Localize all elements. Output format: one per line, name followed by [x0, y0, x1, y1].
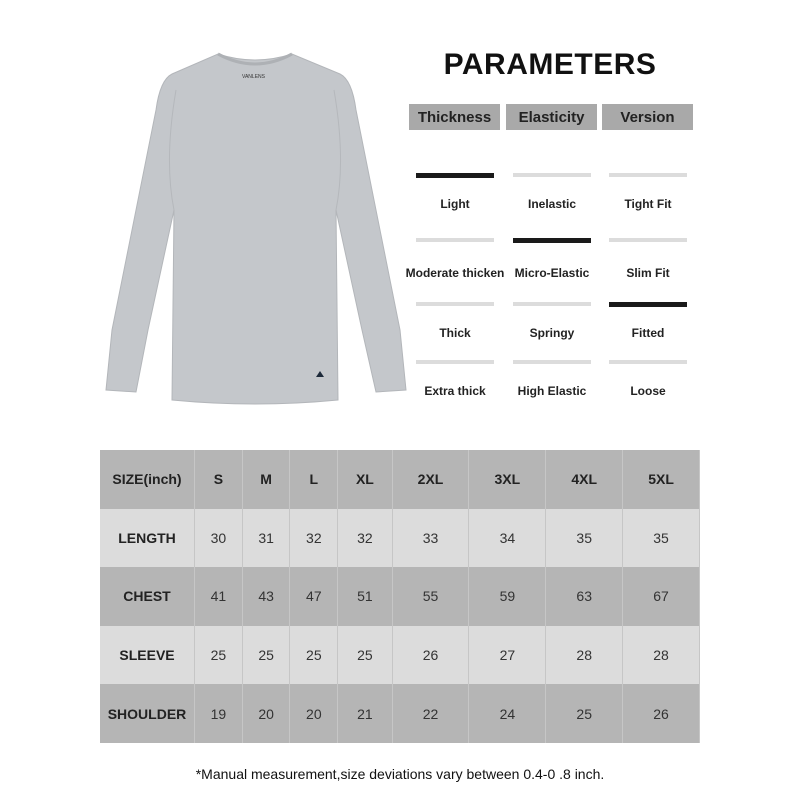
table-cell: 25: [195, 626, 243, 685]
table-cell: 28: [623, 626, 700, 685]
selected-indicator-bar: [416, 173, 494, 178]
table-cell: 30: [195, 509, 243, 568]
indicator-bar: [513, 360, 591, 364]
table-cell: S: [195, 450, 243, 509]
param-option-label: Springy: [529, 326, 575, 340]
indicator-bar: [416, 302, 494, 306]
row-label: LENGTH: [100, 509, 195, 568]
table-cell: 35: [623, 509, 700, 568]
param-header-elasticity: Elasticity: [506, 104, 597, 130]
table-cell: 4XL: [546, 450, 623, 509]
row-label: SIZE(inch): [100, 450, 195, 509]
table-cell: 2XL: [392, 450, 469, 509]
indicator-bar: [513, 302, 591, 306]
param-header-thickness: Thickness: [409, 104, 500, 130]
table-cell: 67: [623, 567, 700, 626]
indicator-bar: [416, 238, 494, 242]
table-cell: 24: [469, 684, 546, 743]
indicator-bar: [609, 238, 687, 242]
brand-logo: VANLENS: [242, 74, 265, 80]
table-cell: 32: [290, 509, 338, 568]
param-option-label: Light: [440, 197, 470, 211]
table-row: [100, 450, 700, 509]
table-row: [100, 509, 700, 568]
param-option-label: Slim Fit: [626, 266, 670, 280]
table-cell: 51: [338, 567, 392, 626]
table-cell: XL: [338, 450, 392, 509]
table-cell: 35: [546, 509, 623, 568]
param-option-label: Loose: [630, 384, 666, 398]
param-option-label: Thick: [439, 326, 471, 340]
table-cell: 3XL: [469, 450, 546, 509]
table-cell: 33: [392, 509, 469, 568]
table-cell: 22: [392, 684, 469, 743]
indicator-bar: [416, 360, 494, 364]
indicator-bar: [609, 173, 687, 177]
table-cell: 43: [242, 567, 290, 626]
selected-indicator-bar: [513, 238, 591, 243]
param-option-label: Moderate thicken: [405, 266, 505, 280]
table-cell: 55: [392, 567, 469, 626]
table-cell: L: [290, 450, 338, 509]
table-row: [100, 684, 700, 743]
table-cell: 59: [469, 567, 546, 626]
param-option-label: Fitted: [631, 326, 665, 340]
table-cell: M: [242, 450, 290, 509]
table-cell: 47: [290, 567, 338, 626]
table-cell: 25: [290, 626, 338, 685]
table-cell: 41: [195, 567, 243, 626]
table-cell: 34: [469, 509, 546, 568]
indicator-bar: [609, 360, 687, 364]
param-option-label: High Elastic: [517, 384, 587, 398]
table-cell: 26: [623, 684, 700, 743]
shirt-image: [100, 40, 410, 410]
table-cell: 27: [469, 626, 546, 685]
table-cell: 31: [242, 509, 290, 568]
table-cell: 63: [546, 567, 623, 626]
table-cell: 5XL: [623, 450, 700, 509]
table-cell: 28: [546, 626, 623, 685]
table-cell: 26: [392, 626, 469, 685]
indicator-bar: [513, 173, 591, 177]
param-option-label: Micro-Elastic: [514, 266, 590, 280]
param-header-version: Version: [602, 104, 693, 130]
table-cell: 25: [338, 626, 392, 685]
table-cell: 20: [290, 684, 338, 743]
param-option-label: Inelastic: [527, 197, 577, 211]
param-option-label: Tight Fit: [624, 197, 672, 211]
table-cell: 19: [195, 684, 243, 743]
table-cell: 20: [242, 684, 290, 743]
table-row: [100, 567, 700, 626]
param-option-label: Extra thick: [424, 384, 486, 398]
table-cell: 25: [546, 684, 623, 743]
row-label: CHEST: [100, 567, 195, 626]
row-label: SHOULDER: [100, 684, 195, 743]
parameters-title: PARAMETERS: [443, 48, 657, 81]
table-cell: 25: [242, 626, 290, 685]
table-row: [100, 626, 700, 685]
row-label: SLEEVE: [100, 626, 195, 685]
selected-indicator-bar: [609, 302, 687, 307]
measurement-note: *Manual measurement,size deviations vary between 0.4-0 .8 inch.: [195, 766, 605, 782]
size-table: [100, 450, 700, 743]
table-cell: 32: [338, 509, 392, 568]
table-cell: 21: [338, 684, 392, 743]
